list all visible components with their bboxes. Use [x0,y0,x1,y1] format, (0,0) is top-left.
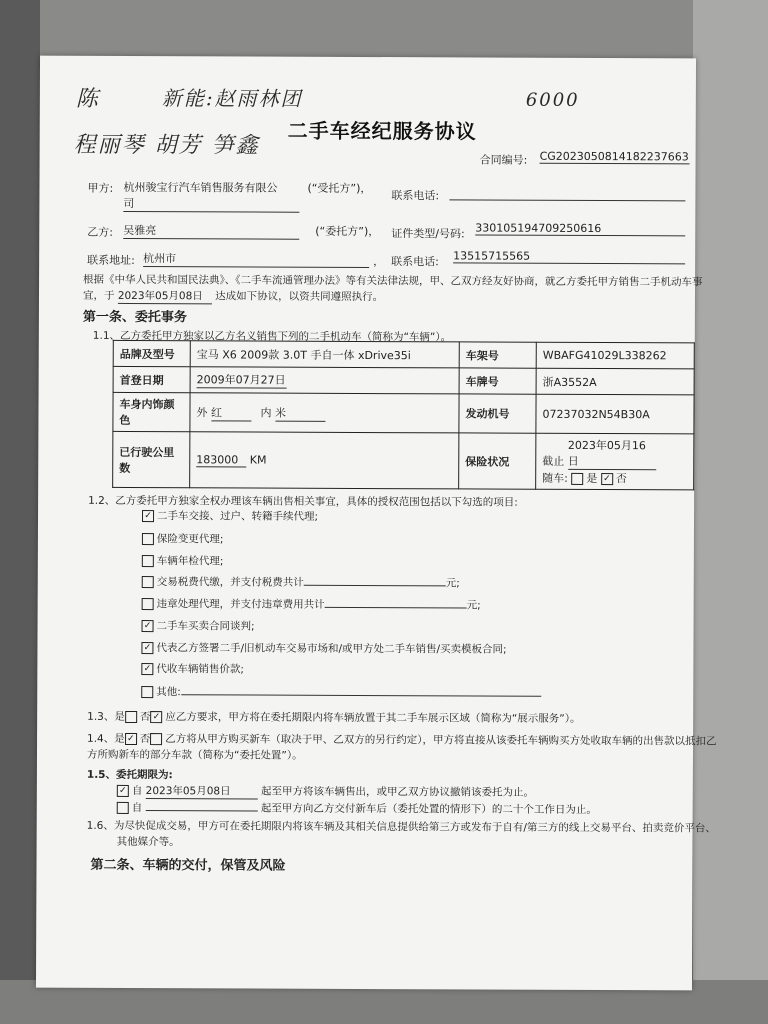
party-b-label: 乙方: [87,225,114,239]
brand-value: 宝马 X6 2009款 3.0T 手自一体 xDrive35i [190,341,459,368]
insurance-date: 2023年05月16日 [568,437,656,470]
plate-value: 浙A3552A [536,368,694,395]
term-option-2-checkbox[interactable] [117,802,129,814]
clause-1-3-no-checkbox[interactable]: ✓ [150,711,162,723]
with-car-yes-checkbox[interactable] [571,473,583,485]
clause-1-5-title: 1.5、委托期限为: [86,768,173,782]
authorization-option-checkbox[interactable]: ✓ [142,510,154,522]
registration-date-label: 首登日期 [113,366,190,392]
intro-line-1: 根据《中华人民共和国民法典》、《二手车流通管理办法》等有关法律法规，甲、乙双方经友好协商，就乙方委托甲方销售二手机动车事 [83,273,703,289]
authorization-option-blank[interactable] [325,597,467,609]
authorization-option-checkbox[interactable] [142,533,154,545]
authorization-option-checkbox[interactable] [142,598,154,610]
authorization-option-checkbox[interactable]: ✓ [142,620,154,632]
authorization-option-suffix: 元; [466,599,481,612]
authorization-option [142,531,224,546]
mileage-label: 已行驶公里数 [113,431,190,487]
party-b-role: (“委托方”)， [315,224,380,239]
clause-1-2: 1.2、乙方委托甲方独家全权办理该车辆出售相关事宜，具体的授权范围包括以下勾选的项目: [88,494,518,509]
authorization-option-label: 二手车交接、过户、转籍手续代理; [157,510,319,523]
vin-value: WBAFG41029L338262 [536,342,694,369]
engine-label: 发动机号 [459,394,536,433]
authorization-option-label: 二手车买卖合同谈判; [156,620,255,633]
authorization-option-blank[interactable] [304,575,446,587]
authorization-option-checkbox[interactable] [141,686,153,698]
authorization-option [142,618,255,633]
clause-1-1: 1.1、乙方委托甲方独家以乙方名义销售下列的二手机动车（简称为“车辆”）。 [92,329,452,344]
contract-number-value: CG2023050814182237663 [539,149,689,164]
term-start-date-2 [146,798,258,811]
party-b-id-value: 330105194709250616 [475,221,685,236]
authorization-option [142,508,318,524]
party-a-phone-value [449,185,685,201]
handwritten-note-2: 程丽琴 胡芳 笋鑫 [73,132,260,159]
clause-1-4-line-2: 方所购新车的部分车款（简称为“委托处置”）。 [86,748,303,762]
vehicle-info-table [112,340,695,491]
authorization-option-blank[interactable] [181,684,541,697]
authorization-option-label: 违章处理代理，并支付违章费用共计 [156,598,325,611]
color-label: 车身内饰颜色 [113,392,190,431]
term-start-date: 2023年05月08日 [146,783,258,799]
party-a-name-line2: 司 [123,195,299,213]
brand-label: 品牌及型号 [113,340,190,366]
party-b-phone-label: 联系电话: [391,255,439,269]
section-1-heading: 第一条、委托事务 [82,309,187,326]
authorization-option [141,684,541,701]
clause-1-5-row-1: ✓ 自 2023年05月08日 起至甲方将该车辆售出，或甲乙双方协议撤销该委托为止。 [117,783,534,801]
exterior-color: 红 [211,404,251,421]
authorization-option-checkbox[interactable]: ✓ [141,642,153,654]
contract-paper: 陈 新能:赵雨林团 6000 程丽琴 胡芳 笋鑫 二手车经纪服务协议 合同编号: CG2023050814182237663 甲方: 杭州骏宝行汽车销售服务有限公 司 (“受托方”)， 联系电话: 乙方: 吴雅亮 (“委托方”)， 证件类型/号码: 330105194709250616 联系地址: 杭州市 ， 联系电话: 13515715565 根据《中华人民共和国民法典》、《二手车流通管理办法》等有关法律法规，甲、乙双方经友好协商，就乙方委托甲方销售二手机动车事 宜，于 2023年05月08日 达成如下协议，以资共同遵照执行。 第一条、委托事务 1.1、乙方委托甲方独家以乙方名义销售下列的二手机动车（简称为“车辆”）。 品牌及型号 宝马 X6 2009款 3.0T 手自一体 xDrive35i 车架号 WBAFG41029L338262 首登日期 2009年07月27日 车牌号 浙A3552A 车身内饰颜色 外 红 内 米 发动机号 07237032N54B30A 已行驶公里数 183000 KM 保险状况 截止 2023年05月16日 随车: 是 ✓ 否 1.2、乙方委托甲方独家全权办理该车辆出售相关事宜，具体的授权范围包括以下勾选的项目: ✓ 二手车交接、过户、转籍手续代理; 保险变更代理; 车辆年检代理; 交易税费代缴，并支付税费共计 元; 违章处理代理，并支付违章费用共计 元; ✓ 二手车买卖合同谈判; ✓ 代表乙方签署二手/旧机动车交易市场和/或甲方处二手车销售/买卖模板合同; ✓ 代收车辆销售价款; 其他: 1.3、是 否 ✓ 应乙方要求，甲方将在委托期限内将车辆放置于其二手车展示区域（简称为“展示服务”）。 1.4、是 ✓ 否 乙方将从甲方购买新车（取决于甲、乙双方的另行约定），甲方将直接从该委托车辆购买方处收取车辆的出售款以抵扣乙 方所购新车的部分车款（简称为“委托处置”）。 1.5、委托期限为: ✓ 自 2023年05月08日 起至甲方将该车辆售出，或甲乙双方协议撤销该委托为止。 自 起至甲方向乙方交付新车后（委托处置的情形下）的二十个工作日为止。 1.6、为尽快促成交易，甲方可在委托期限内将该车辆及其相关信息提供给第三方或发布于自有/第三方的线上交易平台、拍卖竞价平台、 其他媒介等。 第二条、车辆的交付，保管及风险 [36,56,696,991]
section-2-heading: 第二条、车辆的交付，保管及风险 [90,857,286,874]
registration-date-value: 2009年07月27日 [197,371,287,388]
background-right [693,0,768,1024]
party-b-address-value: 杭州市 [143,250,369,268]
authorization-option [141,640,506,657]
engine-value: 07237032N54B30A [536,394,694,434]
clause-1-3-yes-checkbox[interactable] [125,711,137,723]
insurance-label: 保险状况 [459,433,536,489]
authorization-option-checkbox[interactable]: ✓ [141,663,153,675]
insurance-status: 截止 2023年05月16日 随车: 是 ✓ 否 [536,433,694,490]
interior-color: 米 [275,404,325,421]
party-a-role: (“受托方”)， [307,181,372,196]
authorization-option-label: 其他: [156,686,181,699]
mileage: 183000 KM [190,432,459,489]
party-a-label: 甲方: [87,181,114,195]
mileage-value: 183000 [196,453,246,467]
clause-1-4-no-checkbox[interactable] [150,733,162,745]
clause-1-5-row-2: 自 起至甲方向乙方交付新车后（委托处置的情形下）的二十个工作日为止。 [117,798,597,817]
contract-number-label: 合同编号: [479,153,528,167]
authorization-option-label: 代收车辆销售价款; [156,663,244,676]
clause-1-6-line-1: 1.6、为尽快促成交易，甲方可在委托期限内将该车辆及其相关信息提供给第三方或发布于自有/第三方的线上交易平台、拍卖竞价平台、 [86,819,716,835]
authorization-option [142,596,481,612]
authorization-option-label: 车辆年检代理; [156,555,224,568]
party-a-phone-label: 联系电话: [391,189,440,203]
background-top [0,0,768,60]
party-a-name-line1: 杭州骏宝行汽车销售服务有限公 [123,180,278,195]
authorization-option [142,574,460,590]
clause-1-4-yes-checkbox[interactable]: ✓ [125,733,137,745]
party-b-phone-value: 13515715565 [453,249,685,264]
vin-label: 车架号 [459,342,536,368]
party-b-name: 吴雅亮 [123,222,299,240]
authorization-option [142,553,224,568]
term-option-1-checkbox[interactable]: ✓ [117,785,129,797]
authorization-option-label: 代表乙方签署二手/旧机动车交易市场和/或甲方处二手车销售/买卖模板合同; [156,642,507,656]
plate-label: 车牌号 [459,368,536,394]
authorization-option-label: 保险变更代理; [156,533,224,546]
with-car-no-checkbox[interactable]: ✓ [601,473,613,485]
handwritten-note-1a: 陈 [75,86,100,112]
clause-1-3: 1.3、是 否 ✓ 应乙方要求，甲方将在委托期限内将车辆放置于其二手车展示区域（简称为“展示服务”）。 [87,710,581,725]
authorization-option-checkbox[interactable] [142,555,154,567]
intro-line-2: 宜，于 2023年05月08日 达成如下协议，以资共同遵照执行。 [82,289,384,304]
handwritten-note-1c: 6000 [525,89,580,111]
color-values: 外 红 内 米 [190,393,459,433]
background-left [0,0,40,1024]
agreement-date: 2023年05月08日 [118,288,212,304]
authorization-option-suffix: 元; [445,577,460,590]
document-title: 二手车经纪服务协议 [287,118,477,144]
clause-1-4: 1.4、是 ✓ 否 乙方将从甲方购买新车（取决于甲、乙双方的另行约定），甲方将直接从该委托车辆购买方处收取车辆的出售款以抵扣乙 [87,732,717,748]
clause-1-6-line-2: 其他媒介等。 [116,835,180,849]
authorization-option-label: 交易税费代缴，并支付税费共计 [156,576,304,589]
handwritten-note-1b: 新能:赵雨林团 [161,86,303,111]
authorization-option [141,661,244,676]
authorization-option-checkbox[interactable] [142,576,154,588]
party-b-address-label: 联系地址: [87,253,135,267]
party-b-id-label: 证件类型/号码: [391,227,465,241]
